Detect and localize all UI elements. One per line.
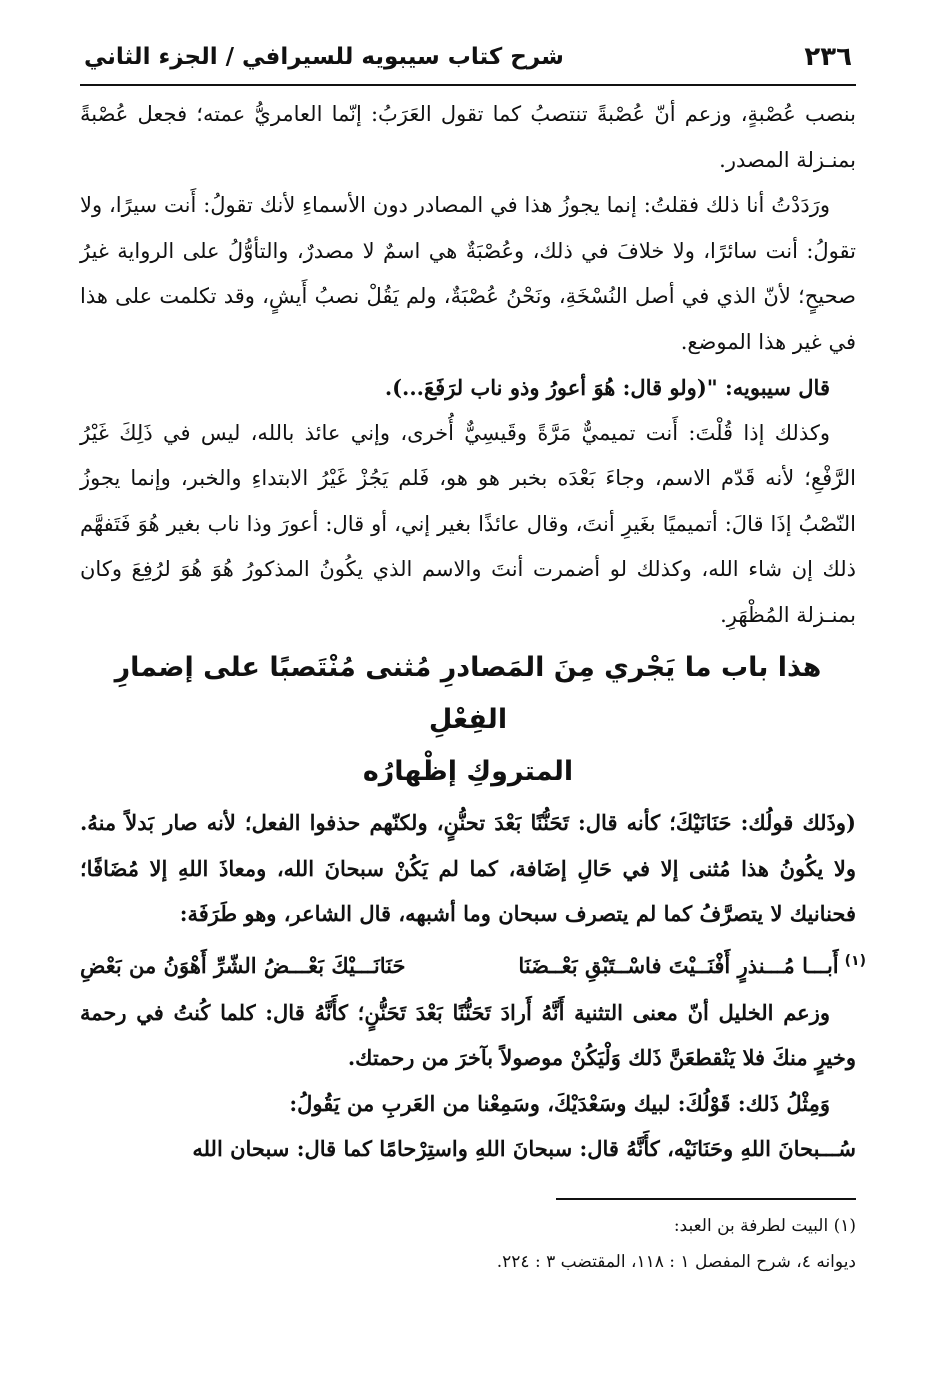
poetry-verse: [80, 937, 866, 990]
chapter-heading: [80, 642, 856, 798]
quoted-text: وَمِثْلُ ذَلك: قَوْلُكَ: لبيك وسَعْدَيْكَ، وسَمِعْنا من العَربِ من يَقُولُ:: [289, 1090, 830, 1116]
chapter-heading-line-1: هذا باب ما يَجْري مِنَ المَصادرِ مُثنى مُنْتَصبًا على إضمارِ الفِعْلِ: [114, 652, 822, 735]
footnote-reference: ديوانه ٤، شرح المفصل ١ : ١١٨، المقتضب ٣ : ٢٢٤.: [496, 1251, 856, 1272]
paragraph: بنصب عُصْبةٍ، وزعم أنّ عُصْبةً تنتصبُ كما تقول العَرَبُ: إنّما العامريُّ عمته؛ فجعل عُصْبةً بمنـزلة المصدر.: [80, 102, 856, 172]
book-page: [80, 30, 866, 1360]
body-text: [80, 92, 866, 1172]
footnote: (١) البيت لطرفة بن العبد:: [673, 1215, 856, 1236]
footnote-divider: [556, 1198, 856, 1200]
sibawayh-quote: قال سيبويه: "(ولو قال: هُوَ أعورُ وذو ناب لرَفَعَ...).: [384, 375, 830, 400]
footnote-marker: (١): [844, 952, 866, 969]
quoted-text: سُـــبحانَ اللهِ وحَنَانَيْه، كأَنَّهُ قال: سبحانَ اللهِ واستِرْحامًا كما قال: سبحان الله: [192, 1136, 856, 1161]
verse-first-half: $^{(١)}$أَبـــا مُـــنذرٍ أَفْنَــيْتَ فاسْــتَبْقِ بَعْــضَنَا: [518, 952, 866, 978]
verse-second-half: حَنَانَـــيْكَ بَعْـــضُ الشّرِّ أَهْوَنُ من بَعْضِ: [80, 952, 406, 978]
quoted-text: وزعم الخليل أنّ معنى التثنية أَنَّهُ أَرادَ تَحَنُّنًا بَعْدَ تَحَنُّنٍ؛ كأَنَّهُ قال: كلما كُنتُ في رحمة وخيرٍ منكَ فلا يَنْقطعَنَّ ذَلك وَلْيَكُنْ موصولاً بآخرَ من رحمتك.: [80, 999, 856, 1070]
paragraph: وكذلك إذا قُلْتَ: أَنت تميميٌّ مَرَّةً وقَيسِيٌّ أُخرى، وإني عائذ بالله، ليس في ذَلِكَ غَيْرُ الرَّفْعِ؛ لأنه قَدّم الاسم، وجاءَ بَعْدَه بخبر هو هو، فَلم يَجُزْ غَيْرُ الابتداءِ والخبر، وإنما يجوزُ النّصْبُ إذَا قالَ: أتميميًا بغَيرِ أنتَ، وقال عائذًا بغير إني، أو قال: أعورَ وذا ناب بغير هُوَ فَتَفهَّم ذلك إن شاء الله، وكذلك لو أضمرت أنتَ والاسم الذي يكُونُ المذكورُ هُوَ هُوَ لرُفِعَ وكان بمنـزلة المُظْهَرِ.: [80, 420, 856, 627]
chapter-heading-line-2: المتروكِ إظْهارُه: [362, 756, 574, 787]
page-number: ٢٣٦: [804, 42, 852, 72]
quoted-text: (وذَلك قولُك: حَنَانَيْكَ؛ كأنه قال: تَحَنُّنًا بَعْدَ تحنُّنٍ، ولكنّهم حذفوا الفعل؛ لأنه صار بَدلاً منهُ. ولا يكُونُ هذا مُثنى إلا في حَالِ إضَافة، كما لم يَكُنْ سبحانَ الله، ومعاذَ اللهِ إلا مُضَافًا؛ فحنانيك لا يتصرَّفُ كما لم يتصرف سبحان وما أشبهه، قال الشاعر، وهو طَرَفَة:: [80, 810, 856, 926]
paragraph: ورَدَدْتُ أنا ذلك فقلتُ: إنما يجوزُ هذا في المصادر دون الأسماءِ لأنك تقولُ: أَنت سيرًا، ولا تقولُ: أنت سائرًا، ولا خلافَ في ذلك، وعُصْبَةٌ هي اسمٌ لا مصدرٌ، والتأوُّلُ على الرواية غيرُ صحيحٍ؛ لأنّ الذي في أصل النُسْخَةِ، ونَحْنُ عُصْبَةٌ، ولم يَقُلْ نصبُ أَيشٍ، وقد تكلمت على هذا في غير هذا الموضع.: [80, 193, 856, 354]
running-header: [80, 30, 856, 86]
running-title: شرح كتاب سيبويه للسيرافي / الجزء الثاني: [84, 44, 564, 70]
